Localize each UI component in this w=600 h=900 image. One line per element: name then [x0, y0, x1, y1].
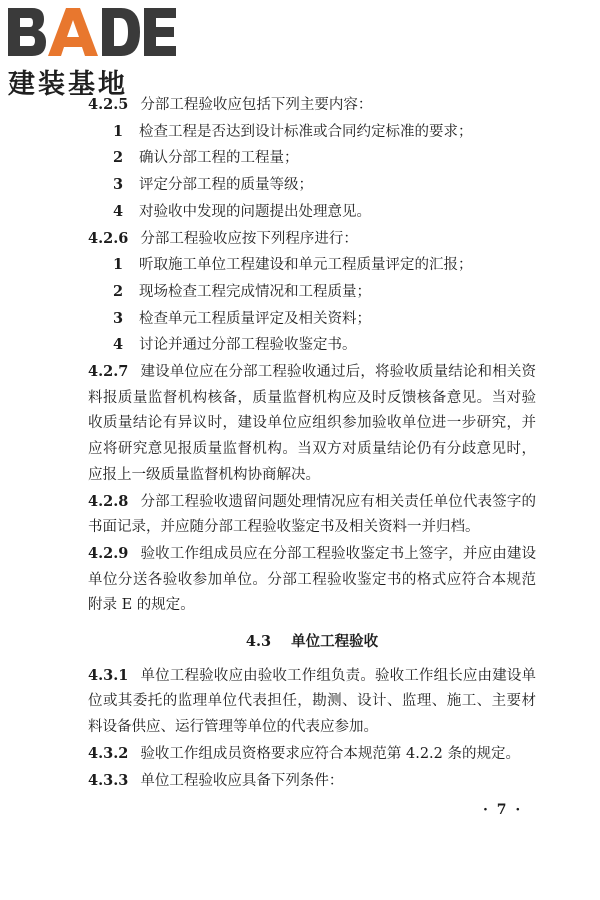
clause-number: 4.3.1: [88, 666, 129, 684]
watermark-logo: [6, 6, 181, 100]
clause-number: 4.2.8: [88, 492, 129, 510]
clause-paragraph: [88, 92, 536, 119]
clause-text: 分部工程验收应按下列程序进行：: [140, 230, 358, 247]
list-item-text: 评定分部工程的质量等级；: [139, 177, 313, 194]
clause-paragraph: [88, 768, 536, 795]
page-number: · 7 ·: [483, 802, 523, 818]
list-item-number: 3: [113, 309, 124, 327]
clause-number: 4.3.2: [88, 744, 129, 762]
clause-paragraph: [88, 663, 536, 741]
list-item-number: 1: [113, 122, 124, 140]
list-item: [88, 145, 536, 172]
list-item-text: 确认分部工程的工程量；: [139, 150, 299, 167]
list-item-text: 现场检查工程完成情况和工程质量；: [139, 283, 371, 300]
list-item: [88, 332, 536, 359]
logo-subtitle: 建装基地: [8, 69, 128, 100]
list-item-number: 4: [113, 336, 124, 354]
list-item-number: 2: [113, 149, 124, 167]
section-heading: [88, 629, 536, 655]
clause-text: 验收工作组成员资格要求应符合本规范第 4.2.2 条的规定。: [140, 745, 520, 762]
list-item-number: 4: [113, 202, 124, 220]
clause-text: 验收工作组成员应在分部工程验收鉴定书上签字，并应由建设单位分送各验收参加单位。分部工程验收鉴定书的格式应符合本规范附录 E 的规定。: [88, 545, 536, 614]
list-item: [88, 279, 536, 306]
list-item: [88, 306, 536, 333]
clause-number: 4.2.9: [88, 544, 129, 562]
list-item-text: 对验收中发现的问题提出处理意见。: [139, 203, 371, 220]
clause-paragraph: [88, 741, 536, 768]
bade-wordmark-logo: [6, 6, 178, 58]
list-item-text: 讨论并通过分部工程验收鉴定书。: [139, 337, 357, 354]
clause-number: 4.3.3: [88, 771, 129, 789]
list-item: [88, 252, 536, 279]
list-item-text: 听取施工单位工程建设和单元工程质量评定的汇报；: [139, 257, 473, 274]
clause-text: 建设单位应在分部工程验收通过后，将验收质量结论和相关资料报质量监督机构核备，质量监督机构应及时反馈核备意见。当对验收质量结论有异议时，建设单位应组织参加验收单位进一步研究，并应将研究意见报质量监督机构。当双方对质量结论仍有分歧意见时，应报上一级质量监督机构协商解决。: [88, 364, 536, 483]
section-title: 单位工程验收: [291, 633, 379, 651]
list-item: [88, 199, 536, 226]
clause-number: 4.2.7: [88, 363, 129, 381]
clause-text: 分部工程验收遗留问题处理情况应有相关责任单位代表签字的书面记录，并应随分部工程验收鉴定书及相关资料一并归档。: [88, 493, 536, 536]
list-item: [88, 119, 536, 146]
list-item-number: 2: [113, 282, 124, 300]
list-item: [88, 172, 536, 199]
clause-number: 4.2.5: [88, 96, 129, 113]
clause-text: 分部工程验收应包括下列主要内容：: [140, 97, 373, 113]
clause-text: 单位工程验收应由验收工作组负责。验收工作组长应由建设单位或其委托的监理单位代表担任，勘测、设计、监理、施工、主要材料设备供应、运行管理等单位的代表应参加。: [88, 667, 536, 736]
clause-number: 4.2.6: [88, 229, 129, 247]
clause-paragraph: [88, 226, 536, 253]
list-item-text: 检查单元工程质量评定及相关资料；: [139, 310, 371, 327]
section-number: 4.3: [245, 633, 272, 651]
list-item-number: 3: [113, 176, 124, 194]
document-body: [88, 92, 536, 794]
list-item-text: 检查工程是否达到设计标准或合同约定标准的要求；: [139, 123, 473, 140]
clause-paragraph: [88, 541, 536, 619]
clause-text: 单位工程验收应具备下列条件：: [140, 772, 344, 789]
list-item-number: 1: [113, 256, 124, 274]
clause-paragraph: [88, 489, 536, 541]
clause-paragraph: [88, 359, 536, 489]
